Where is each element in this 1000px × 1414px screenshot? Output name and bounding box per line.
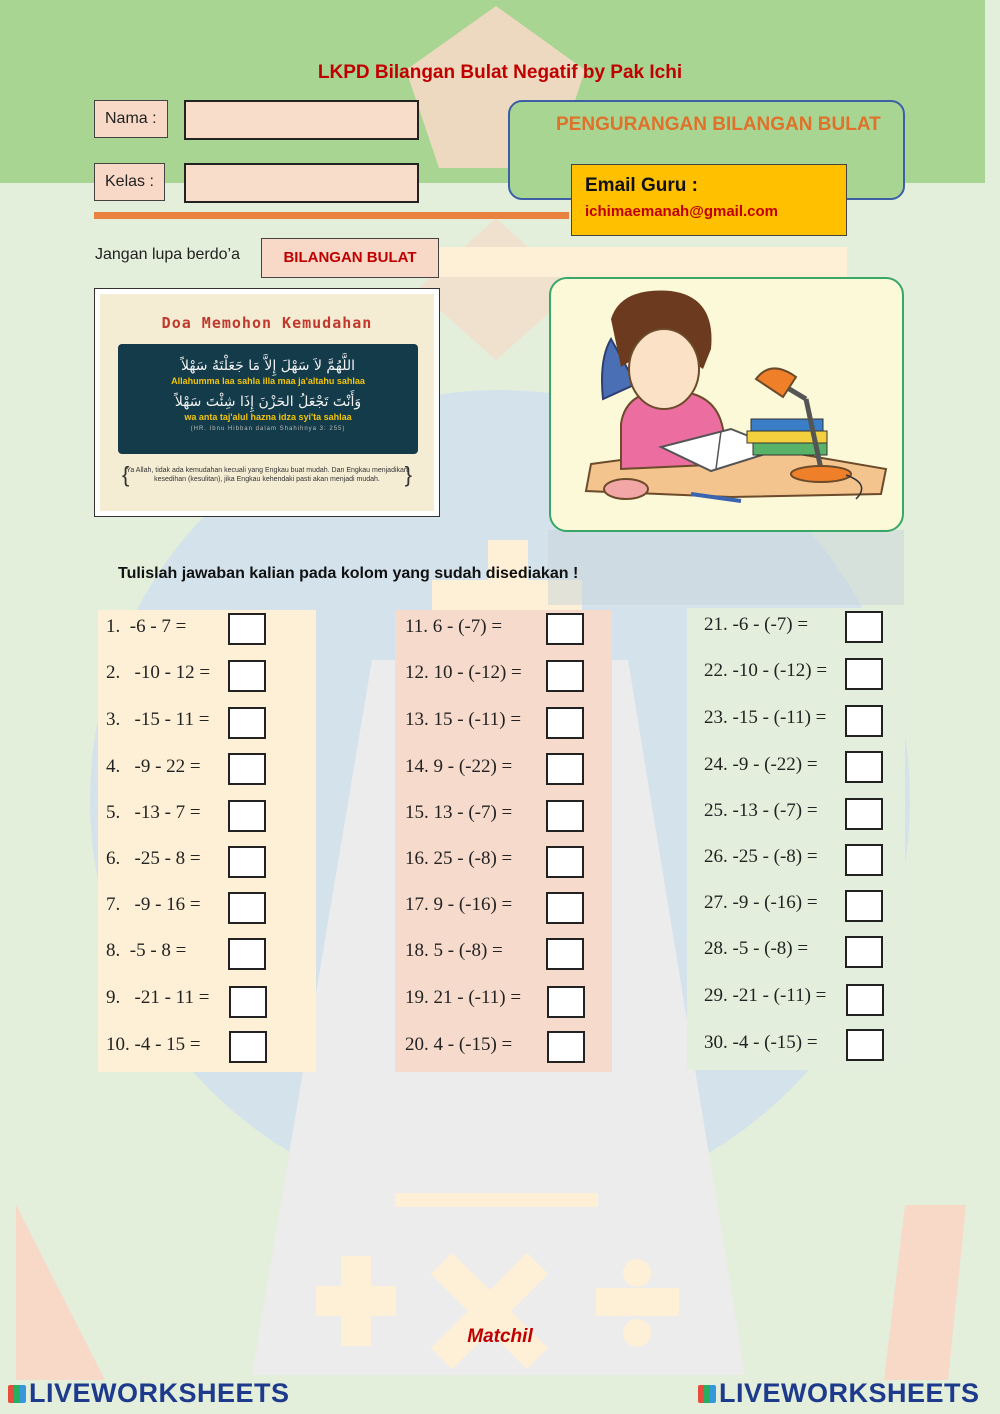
answer-box[interactable] (845, 705, 883, 737)
answer-box[interactable] (546, 800, 584, 832)
prayer-arabic-1: اللَّهُمَّ لاَ سَهْلَ إِلاَّ مَا جَعَلْتَهُ سَهْلاً (181, 358, 355, 374)
class-input[interactable] (184, 163, 419, 203)
answer-box[interactable] (547, 1031, 585, 1063)
class-label: Kelas : (94, 163, 165, 201)
answer-box[interactable] (845, 611, 883, 643)
problem-label: 26. -25 - (-8) = (704, 846, 818, 867)
prayer-meaning: Ya Allah, tidak ada kemudahan kecuali yang Engkau buat mudah. Dan Engkau menjadikan kesedihan (kesulitan), jika Engkau kehendaki pasti akan menjadi mudah. (126, 467, 408, 483)
instruction-text: Tulislah jawaban kalian pada kolom yang sudah disediakan ! (118, 565, 579, 582)
brand-mark-icon (8, 1385, 26, 1403)
answer-box[interactable] (845, 751, 883, 783)
answer-box[interactable] (845, 658, 883, 690)
topic-badge: BILANGAN BULAT (261, 238, 439, 278)
answer-box[interactable] (546, 753, 584, 785)
answer-box[interactable] (229, 986, 267, 1018)
problem-label: 18. 5 - (-8) = (405, 940, 503, 961)
email-panel (571, 164, 847, 236)
answer-box[interactable] (228, 938, 266, 970)
problem-label: 30. -4 - (-15) = (704, 1032, 818, 1053)
answer-box[interactable] (845, 890, 883, 922)
prayer-reminder: Jangan lupa berdo’a (95, 246, 241, 263)
prayer-source: (HR. Ibnu Hibban dalam Shahihnya 3: 255) (190, 426, 346, 432)
answer-box[interactable] (546, 938, 584, 970)
problem-label: 6. -25 - 8 = (106, 848, 201, 869)
problem-label: 24. -9 - (-22) = (704, 754, 818, 775)
email-value: ichimaemanah@gmail.com (585, 203, 779, 220)
problem-label: 11. 6 - (-7) = (405, 616, 503, 637)
divider (94, 212, 569, 219)
prayer-arabic-2: وَأَنْتَ تَجْعَلُ الحَزْنَ إِذَا شِئْتَ سَهْلاً (174, 394, 362, 410)
problem-label: 17. 9 - (-16) = (405, 894, 513, 915)
student-illustration (549, 277, 904, 532)
problem-label: 10. -4 - 15 = (106, 1034, 201, 1055)
problem-label: 5. -13 - 7 = (106, 802, 201, 823)
prayer-latin-1: Allahumma laa sahla illa maa ja'altahu sahlaa (171, 376, 365, 386)
answer-box[interactable] (846, 1029, 884, 1061)
answer-box[interactable] (547, 986, 585, 1018)
answer-box[interactable] (845, 936, 883, 968)
answer-box[interactable] (228, 753, 266, 785)
activity-type-label: Matchil (467, 1326, 533, 1347)
answer-box[interactable] (845, 844, 883, 876)
brand-text: LIVEWORKSHEETS (29, 1378, 290, 1408)
problem-label: 13. 15 - (-11) = (405, 709, 522, 730)
prayer-card (94, 288, 440, 517)
answer-box[interactable] (546, 613, 584, 645)
problem-label: 22. -10 - (-12) = (704, 660, 828, 681)
problem-column-2 (395, 610, 612, 1072)
problem-column-3 (687, 608, 905, 1070)
problem-label: 15. 13 - (-7) = (405, 802, 513, 823)
name-label: Nama : (94, 100, 168, 138)
answer-box[interactable] (546, 707, 584, 739)
answer-box[interactable] (229, 1031, 267, 1063)
brace-left-icon: { (122, 462, 130, 487)
problem-label: 2. -10 - 12 = (106, 662, 211, 683)
answer-box[interactable] (228, 707, 266, 739)
problem-label: 20. 4 - (-15) = (405, 1034, 513, 1055)
problem-label: 28. -5 - (-8) = (704, 938, 809, 959)
answer-box[interactable] (228, 846, 266, 878)
brace-right-icon: } (404, 462, 412, 487)
topic-heading: PENGURANGAN BILANGAN BULAT (556, 114, 881, 135)
problem-label: 16. 25 - (-8) = (405, 848, 513, 869)
problem-label: 23. -15 - (-11) = (704, 707, 827, 728)
problem-label: 21. -6 - (-7) = (704, 614, 809, 635)
problem-label: 29. -21 - (-11) = (704, 985, 827, 1006)
brand-logo-right[interactable] (698, 1378, 980, 1409)
answer-box[interactable] (546, 660, 584, 692)
decor-strip (439, 247, 847, 277)
problem-label: 4. -9 - 22 = (106, 756, 201, 777)
problem-label: 12. 10 - (-12) = (405, 662, 522, 683)
answer-box[interactable] (546, 846, 584, 878)
brand-logo-left[interactable] (8, 1378, 290, 1409)
problem-label: 1. -6 - 7 = (106, 616, 187, 637)
answer-box[interactable] (846, 984, 884, 1016)
brand-mark-icon (698, 1385, 716, 1403)
problem-label: 3. -15 - 11 = (106, 709, 210, 730)
problem-label: 19. 21 - (-11) = (405, 987, 522, 1008)
page-title: LKPD Bilangan Bulat Negatif by Pak Ichi (317, 62, 683, 83)
problem-label: 7. -9 - 16 = (106, 894, 201, 915)
prayer-card-body (100, 294, 434, 511)
brand-text: LIVEWORKSHEETS (719, 1378, 980, 1408)
answer-box[interactable] (228, 660, 266, 692)
problem-column-1 (98, 610, 316, 1072)
prayer-card-title: Doa Memohon Kemudahan (161, 314, 373, 332)
answer-box[interactable] (228, 892, 266, 924)
prayer-latin-2: wa anta taj'alul hazna idza syi'ta sahlaa (184, 412, 352, 422)
answer-box[interactable] (228, 800, 266, 832)
problem-label: 27. -9 - (-16) = (704, 892, 818, 913)
problem-label: 25. -13 - (-7) = (704, 800, 818, 821)
studying-boy-icon (551, 279, 904, 532)
prayer-board (118, 344, 418, 454)
problem-label: 14. 9 - (-22) = (405, 756, 513, 777)
problem-label: 9. -21 - 11 = (106, 987, 210, 1008)
name-input[interactable] (184, 100, 419, 140)
answer-box[interactable] (845, 798, 883, 830)
answer-box[interactable] (228, 613, 266, 645)
answer-box[interactable] (546, 892, 584, 924)
email-label: Email Guru : (585, 175, 698, 196)
problem-label: 8. -5 - 8 = (106, 940, 187, 961)
